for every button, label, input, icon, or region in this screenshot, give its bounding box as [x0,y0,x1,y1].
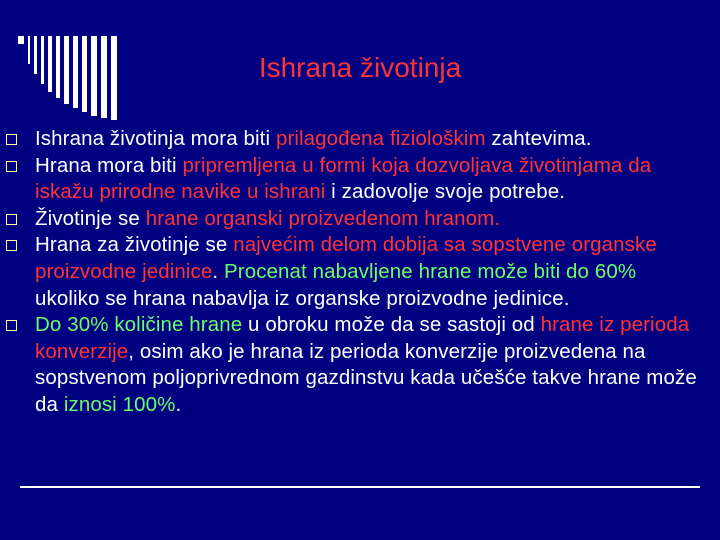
text-segment: Životinje se [35,206,146,230]
text-segment: Hrana mora biti [35,153,183,177]
bullet-text [35,207,500,230]
text-segment: Hrana za životinje se [35,233,234,257]
text-segment: . [175,392,182,416]
highlight-segment: hrane organski proizvedenom hranom. [145,206,501,230]
bullet-item-3 [6,206,706,233]
bullet-text [35,233,657,309]
text-segment: . [212,259,224,283]
bullet-text [35,313,697,416]
highlight-segment: Procenat nabavljene hrane može biti do 60% [224,259,637,283]
text-segment: zahtevima. [485,127,592,150]
square-bullet-icon [6,161,17,172]
square-bullet-icon [6,134,17,145]
square-bullet-icon [6,320,17,331]
highlight-segment: iznosi 100% [63,392,176,416]
bullet-text [35,127,592,150]
bullet-list [6,126,706,419]
text-segment: , osim ako je hrana iz perioda konverzije proizvedena na sopstvenom poljoprivrednom gazdinstvu kada učešće takve hrane može da [35,339,697,416]
highlight-segment: količine hrane [114,313,243,337]
highlight-segment: Do 30% [35,313,109,337]
bullet-item-2 [6,153,706,206]
square-bullet-icon [6,240,17,251]
text-segment: ukoliko se hrana nabavlja iz organske proizvodne jedinice. [35,286,570,310]
bullet-text [35,154,651,204]
highlight-segment: prilagođena fiziološkim [275,127,486,150]
text-segment: u obroku može da se sastoji od [242,313,541,337]
highlight-segment: pripremljena u formi koja dozvoljava životinjama da iskažu prirodne navike u ishrani [35,153,652,204]
square-bullet-icon [6,214,17,225]
text-segment: Ishrana životinja mora biti [35,127,276,150]
bullet-item-5 [6,312,706,418]
highlight-segment: hrane iz perioda konverzije [35,313,690,363]
bullet-item-1 [6,126,706,153]
slide-title: Ishrana životinja [258,52,462,83]
divider-line [20,486,700,488]
text-segment: i zadovolje svoje potrebe. [325,180,566,204]
highlight-segment: najvećim delom dobija sa sopstvene organske proizvodne jedinice [35,233,657,283]
bullet-item-4 [6,232,706,312]
